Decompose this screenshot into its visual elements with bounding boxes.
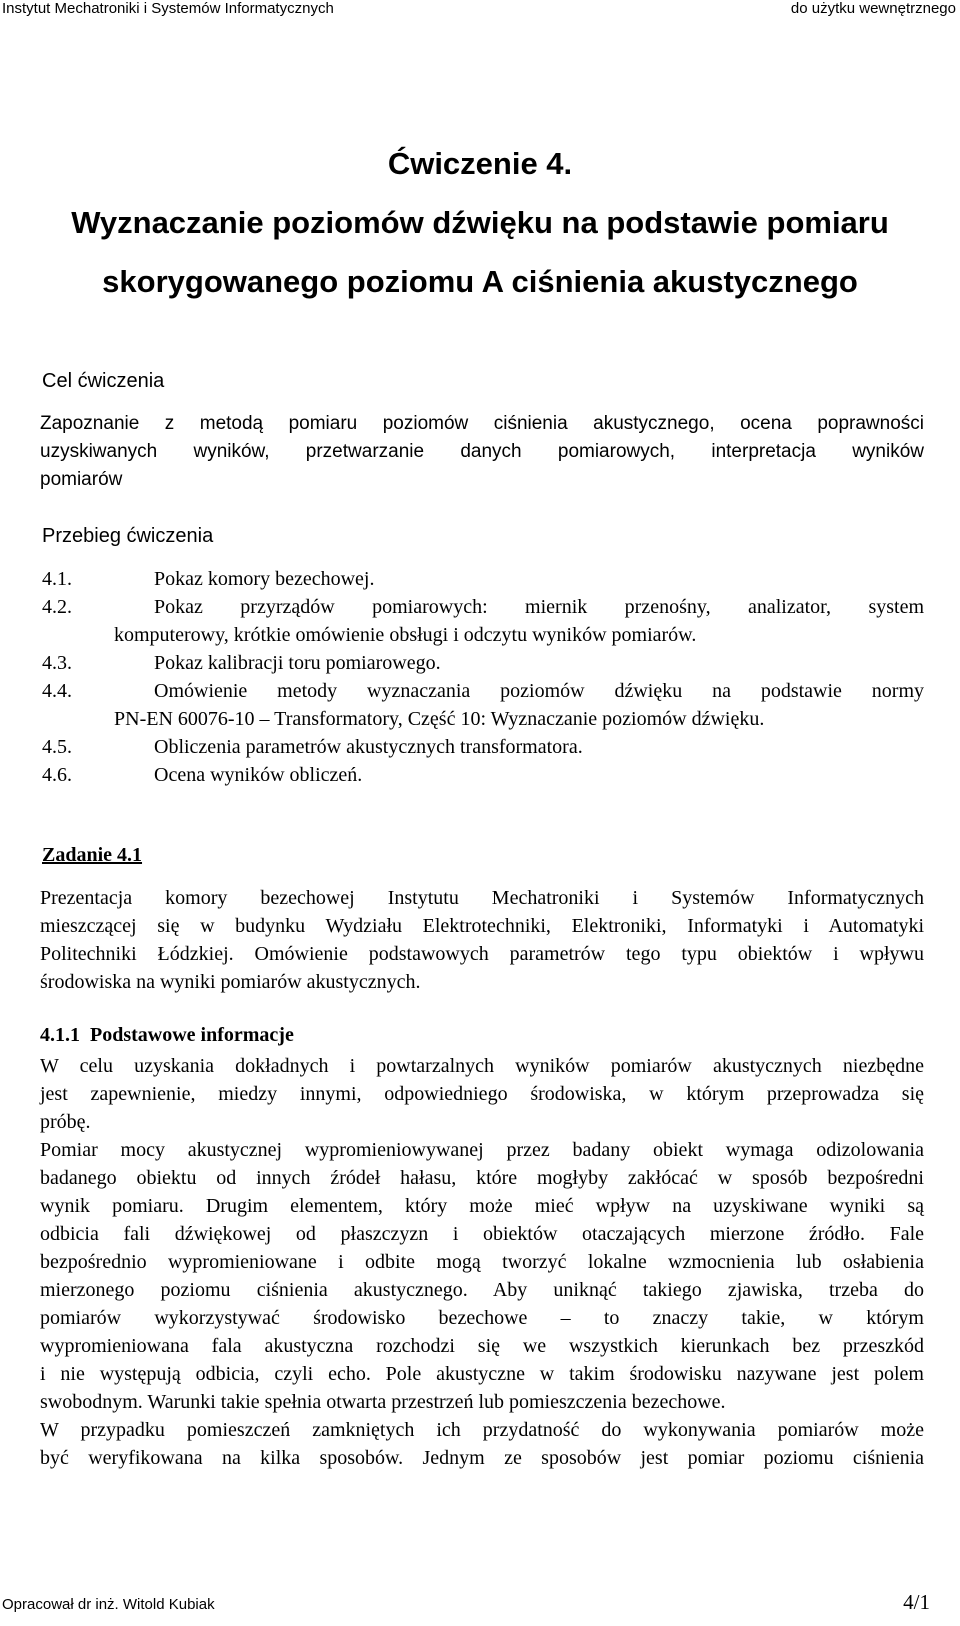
step-number: 4.1. [42,568,72,590]
step-number: 4.5. [42,736,72,758]
step-text: Omówienie metody wyznaczania poziomów dźwięku na podstawie normy [154,680,924,702]
step-text: Pokaz przyrządów pomiarowych: miernik przenośny, analizator, system [154,596,924,618]
exercise-subtitle-line-2: skorygowanego poziomu A ciśnienia akustycznego [102,264,858,299]
basics-line: pomiarów wykorzystywać środowisko bezechowe – to znaczy takie, w którym [40,1307,924,1329]
course-heading: Przebieg ćwiczenia [42,525,214,547]
basics-line: W celu uzyskania dokładnych i powtarzalnych wyników pomiarów akustycznych niezbędne [40,1055,924,1077]
step-number: 4.2. [42,596,72,618]
task-line: Politechniki Łódzkiej. Omówienie podstawowych parametrów tego typu obiektów i wpływu [40,943,924,965]
basics-line: i nie występują odbicia, czyli echo. Pole akustyczne w takim środowisku nazywane jest polem [40,1363,924,1385]
footer-author: Opracował dr inż. Witold Kubiak [2,1596,215,1613]
step-text: Obliczenia parametrów akustycznych transformatora. [154,736,583,758]
basics-line: mierzonego poziomu ciśnienia akustycznego. Aby uniknąć takiego zjawiska, trzeba do [40,1279,924,1301]
header-restriction: do użytku wewnętrznego [790,0,956,17]
basics-line: jest zapewnienie, miedzy innymi, odpowiedniego środowiska, w którym przeprowadza się [40,1083,924,1105]
goal-line: uzyskiwanych wyników, przetwarzanie danych pomiarowych, interpretacja wyników [40,441,924,462]
basics-line: wypromieniowana fala akustyczna rozchodzi się we wszystkich kierunkach bez przeszkód [40,1335,924,1357]
basics-heading [40,1024,294,1047]
task-line: Prezentacja komory bezechowej Instytutu Mechatroniki i Systemów Informatycznych [40,887,924,909]
task-heading: Zadanie 4.1 [42,844,143,866]
basics-line: swobodnym. Warunki takie spełnia otwarta przestrzeń lub pomieszczenia bezechowe. [40,1391,726,1413]
basics-line: wynik pomiaru. Drugim elementem, który może mieć wpływ na uzyskiwane wyniki są [40,1195,924,1217]
goal-line: Zapoznanie z metodą pomiaru poziomów ciśnienia akustycznego, ocena poprawności [40,413,924,434]
basics-line: badanego obiektu od innych źródeł hałasu, które mogłyby zakłócać w sposób bezpośredni [40,1167,924,1189]
basics-number: 4.1.1 [40,1024,80,1046]
step-text: Pokaz komory bezechowej. [154,568,375,590]
basics-line: bezpośrednio wypromieniowane i odbite mogą tworzyć lokalne wzmocnienia lub osłabienia [40,1251,924,1273]
basics-title: Podstawowe informacje [90,1024,294,1046]
running-header [0,0,960,24]
task-paragraph [40,884,924,996]
step-number: 4.3. [42,652,72,674]
page-number: 4/1 [903,1590,930,1614]
basics-paragraph [40,1052,924,1472]
step-text: Pokaz kalibracji toru pomiarowego. [154,652,441,674]
step-text-continued: PN-EN 60076-10 – Transformatory, Część 10: Wyznaczanie poziomów dźwięku. [114,708,765,730]
basics-line: Pomiar mocy akustycznej wypromieniowywanej przez badany obiekt wymaga odizolowania [40,1139,924,1161]
step-text-continued: komputerowy, krótkie omówienie obsługi i odczytu wyników pomiarów. [114,624,697,646]
step-text: Ocena wyników obliczeń. [154,764,363,786]
goal-heading: Cel ćwiczenia [42,370,165,392]
step-number: 4.4. [42,680,72,702]
step-number: 4.6. [42,764,72,786]
header-institute: Instytut Mechatroniki i Systemów Informatycznych [2,0,334,17]
basics-line: odbicia fali dźwiękowej od płaszczyzn i obiektów otaczających mierzone źródło. Fale [40,1223,924,1245]
basics-line: W przypadku pomieszczeń zamkniętych ich przydatność do wykonywania pomiarów może [40,1419,924,1441]
goal-line: pomiarów [40,469,123,490]
task-line: mieszczącej się w budynku Wydziału Elektrotechniki, Elektroniki, Informatyki i Automatyki [40,915,924,937]
exercise-title: Ćwiczenie 4. [387,146,573,181]
basics-line: próbę. [40,1111,91,1133]
goal-paragraph [40,410,924,494]
task-line: środowiska na wyniki pomiarów akustycznych. [40,971,421,993]
exercise-subtitle-line-1: Wyznaczanie poziomów dźwięku na podstawie pomiaru [71,205,889,240]
basics-line: być weryfikowana na kilka sposobów. Jednym ze sposobów jest pomiar poziomu ciśnienia [40,1447,924,1469]
